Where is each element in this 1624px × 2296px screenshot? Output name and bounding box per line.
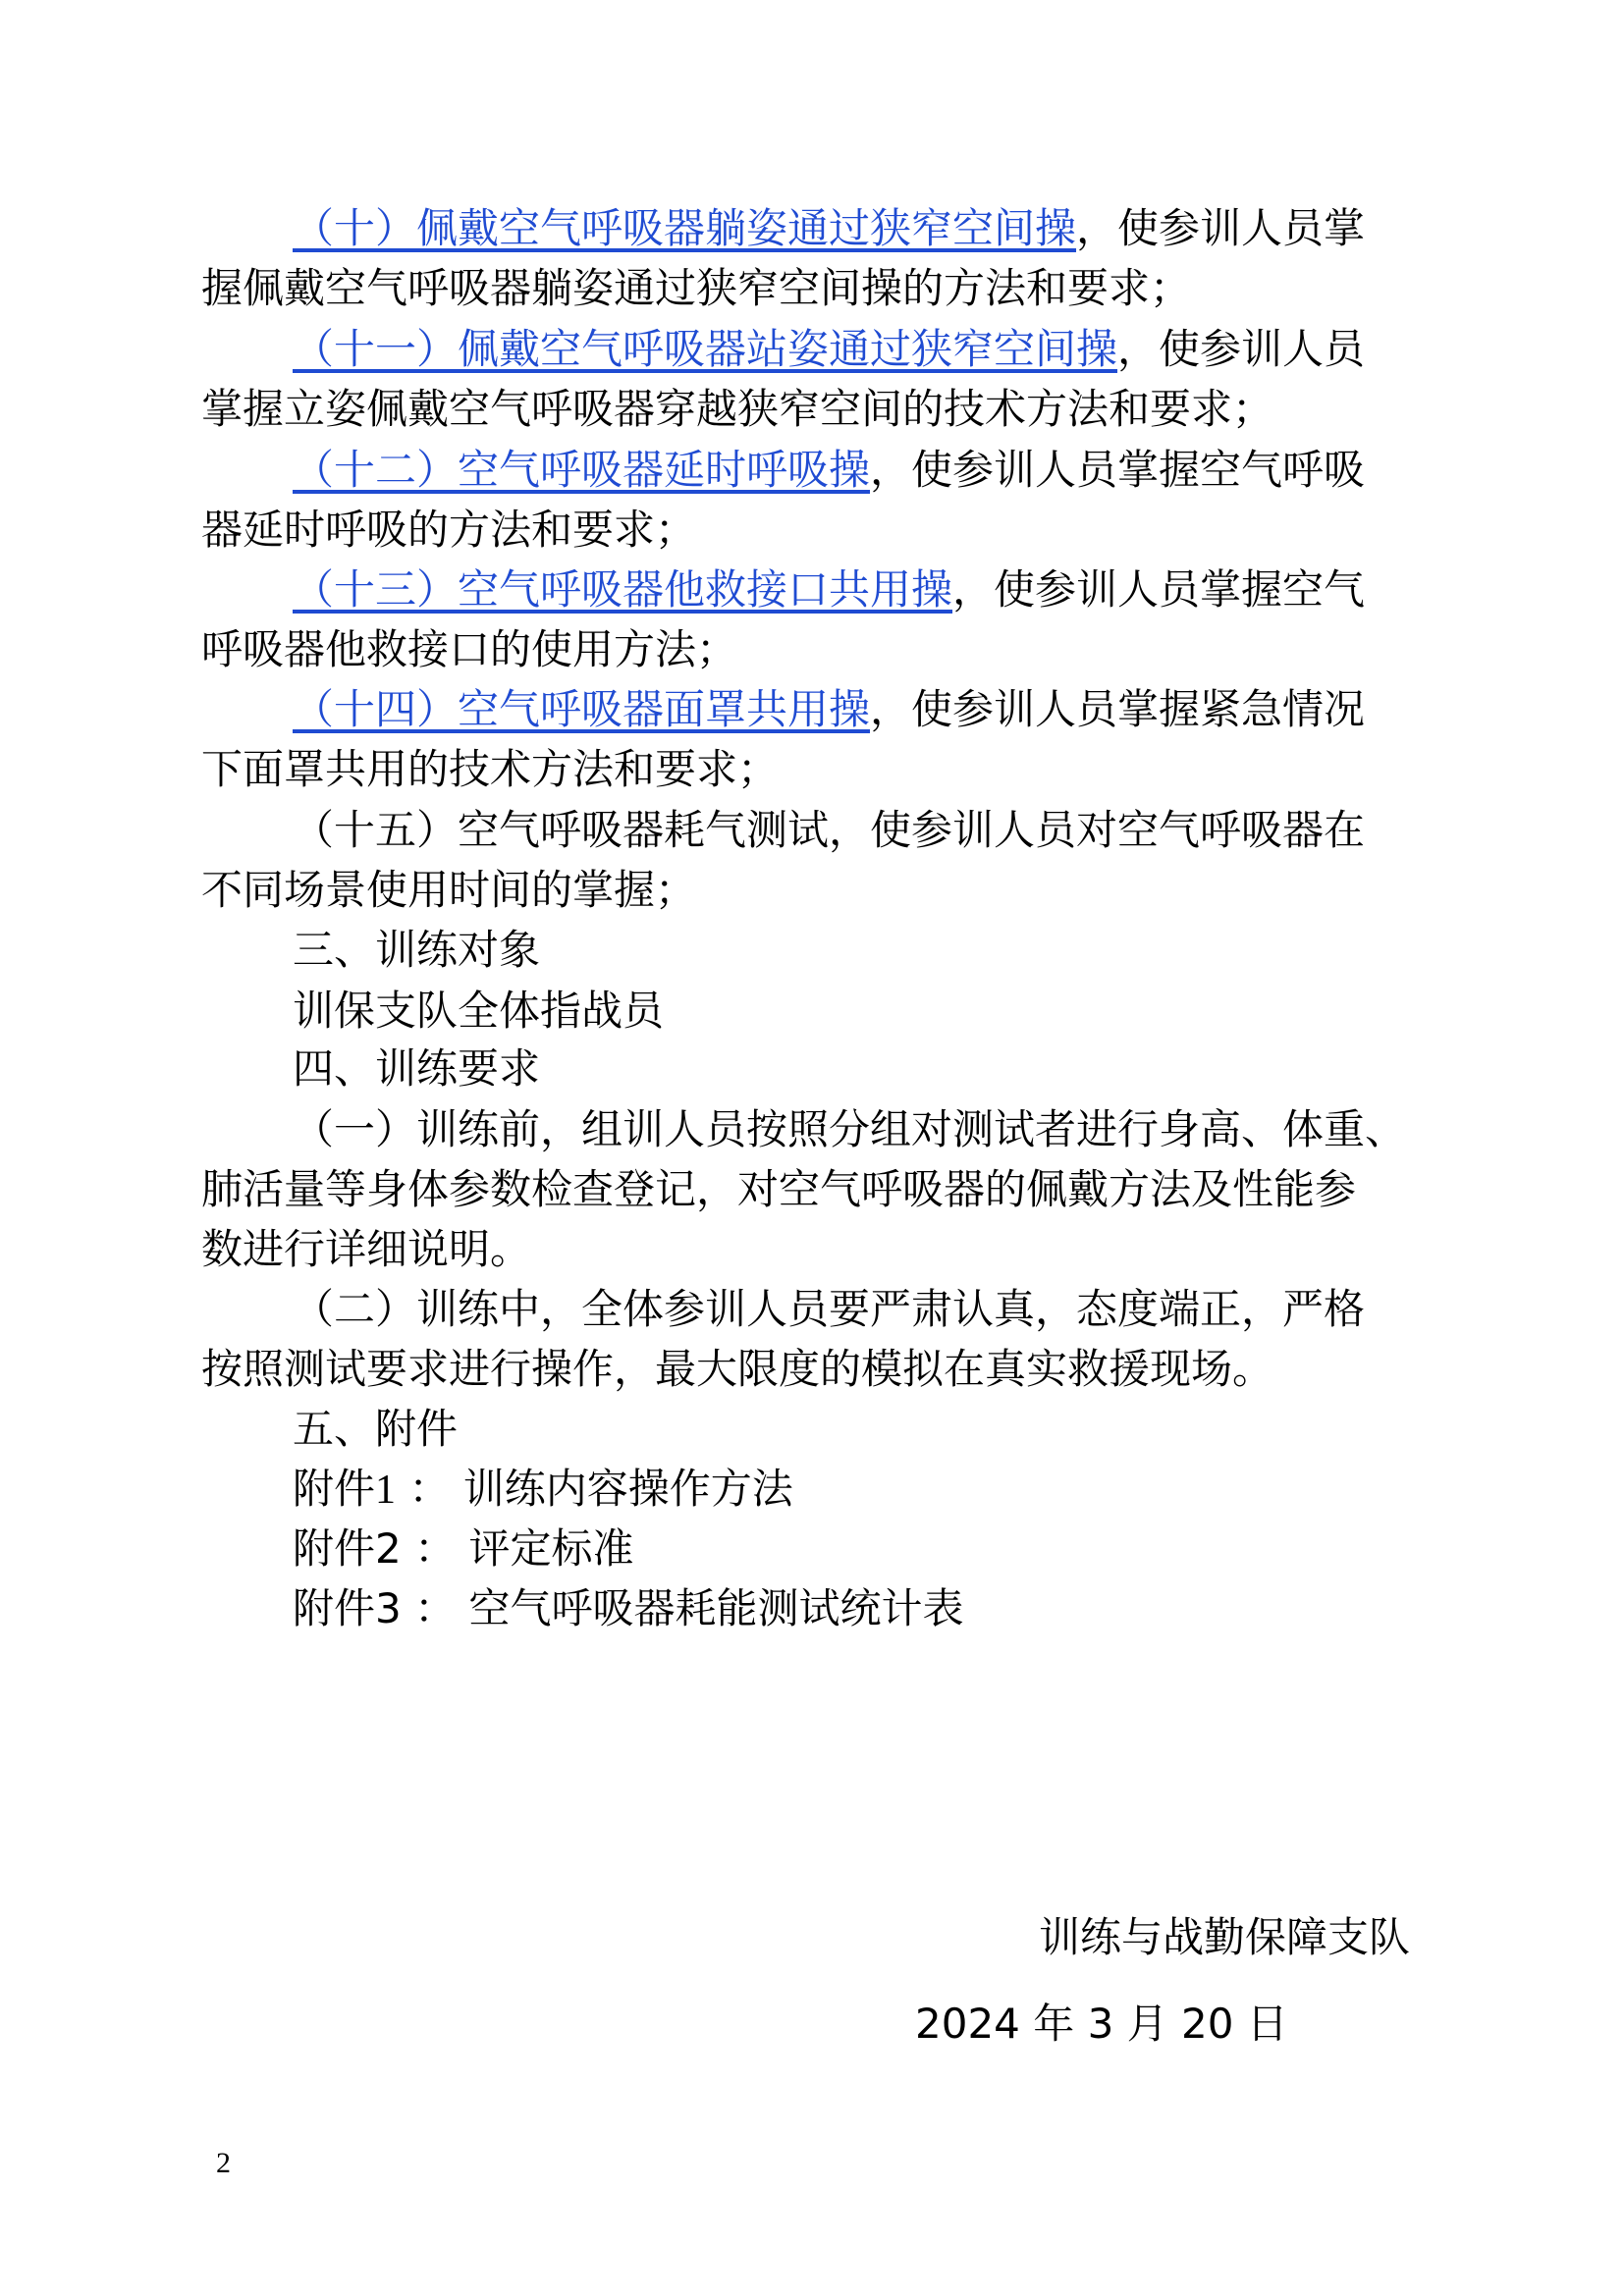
item-12-line-2: 器延时呼吸的方法和要求；	[201, 506, 697, 554]
item-10-link[interactable]: （十）佩戴空气呼吸器躺姿通过狭窄空间操	[293, 204, 1077, 252]
item-13-link[interactable]: （十三）空气呼吸器他救接口共用操	[293, 565, 953, 614]
attachment-1: 附件1 ： 训练内容操作方法	[293, 1465, 793, 1513]
item-10-line-2: 握佩戴空气呼吸器躺姿通过狭窄空间操的方法和要求；	[201, 264, 1192, 312]
item-14-line-1: （十四）空气呼吸器面罩共用操，使参训人员掌握紧急情况	[293, 685, 1366, 733]
section-3-heading: 三、训练对象	[293, 926, 541, 974]
section-3-content: 训保支队全体指战员	[293, 987, 665, 1035]
item-10-line-1: （十）佩戴空气呼吸器躺姿通过狭窄空间操，使参训人员掌	[293, 204, 1366, 252]
item-14-line-2: 下面罩共用的技术方法和要求；	[201, 745, 780, 793]
requirement-2-line-2: 按照测试要求进行操作，最大限度的模拟在真实救援现场。	[201, 1345, 1274, 1393]
section-4-heading: 四、训练要求	[293, 1044, 541, 1093]
signature-date: 2024 年 3 月 20 日	[915, 2000, 1288, 2048]
requirement-1-line-3: 数进行详细说明。	[201, 1225, 532, 1273]
item-15-line-1: （十五）空气呼吸器耗气测试，使参训人员对空气呼吸器在	[293, 806, 1366, 854]
item-11-link[interactable]: （十一）佩戴空气呼吸器站姿通过狭窄空间操	[293, 325, 1118, 373]
page-number: 2	[216, 2147, 231, 2179]
item-11-line-1: （十一）佩戴空气呼吸器站姿通过狭窄空间操，使参训人员	[293, 325, 1366, 373]
signature-organization: 训练与战勤保障支队	[1039, 1913, 1411, 1961]
attachment-3: 附件3 ： 空气呼吸器耗能测试统计表	[293, 1584, 964, 1632]
requirement-1-line-1: （一）训练前，组训人员按照分组对测试者进行身高、体重、	[293, 1105, 1407, 1153]
item-14-link[interactable]: （十四）空气呼吸器面罩共用操	[293, 685, 871, 733]
attachment-2: 附件2 ： 评定标准	[293, 1524, 634, 1573]
item-12-line-1: （十二）空气呼吸器延时呼吸操，使参训人员掌握空气呼吸	[293, 446, 1366, 494]
item-11-line-2: 掌握立姿佩戴空气呼吸器穿越狭窄空间的技术方法和要求；	[201, 385, 1274, 433]
item-13-line-2: 呼吸器他救接口的使用方法；	[201, 625, 738, 673]
item-15-line-2: 不同场景使用时间的掌握；	[201, 866, 697, 914]
item-13-line-1: （十三）空气呼吸器他救接口共用操，使参训人员掌握空气	[293, 565, 1366, 614]
section-5-heading: 五、附件	[293, 1405, 459, 1453]
item-12-link[interactable]: （十二）空气呼吸器延时呼吸操	[293, 446, 871, 494]
requirement-2-line-1: （二）训练中，全体参训人员要严肃认真，态度端正，严格	[293, 1285, 1366, 1333]
requirement-1-line-2: 肺活量等身体参数检查登记，对空气呼吸器的佩戴方法及性能参	[201, 1165, 1357, 1213]
